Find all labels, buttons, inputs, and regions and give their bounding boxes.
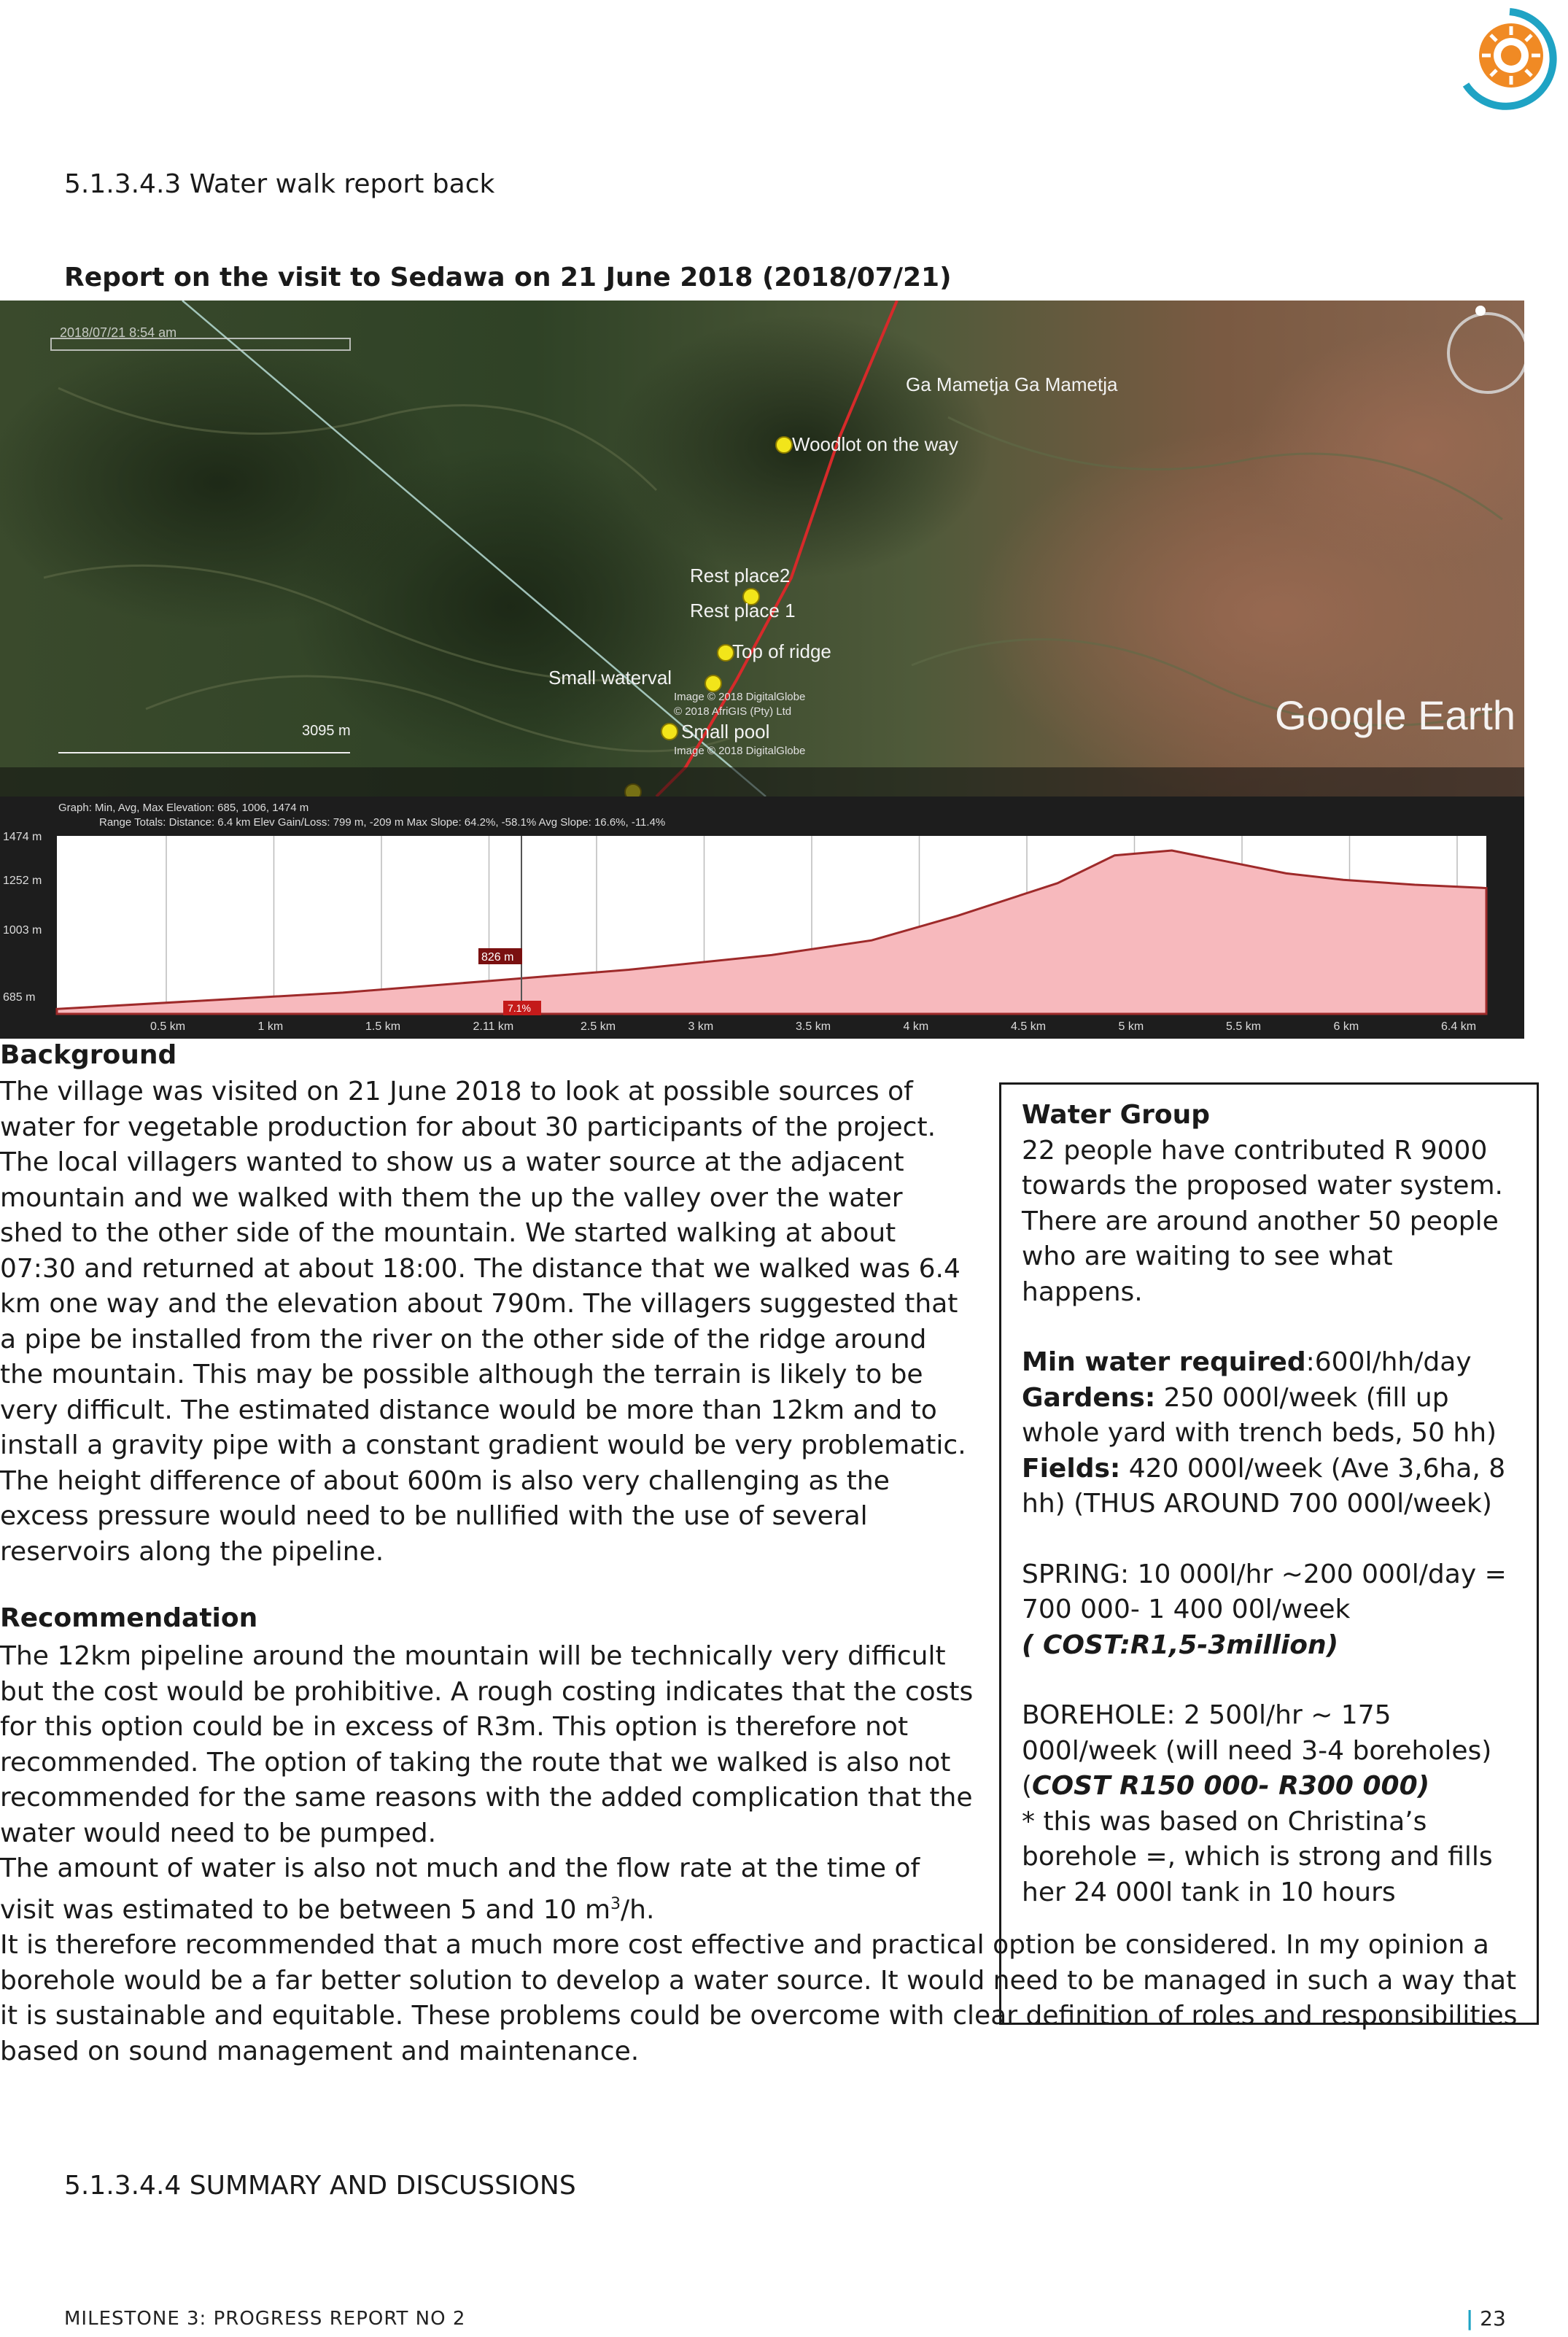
recommendation-p1: The 12km pipeline around the mountain will be technically very difficult but the cost would be prohibitive. A rough costing indicates that the costs for this option could be in excess of R3m. This option is therefore not recommended. The option of taking the route that we walked is also not recommended for the same reasons with the added complication that the water would need to be pumped.	[0, 1641, 974, 1848]
recommendation-p3: It is therefore recommended that a much more cost effective and practical option be considered. In my opinion a borehole would be a far better solution to develop a water source. It would need to be managed in such a way that it is sustainable and equitable. These problems could be overcome with clear definition of roles and responsibilities based on sound management and maintenance.	[0, 1930, 1518, 2066]
profile-stats-2: Range Totals: Distance: 6.4 km Elev Gain/Loss: 799 m, -209 m Max Slope: 64.2%, -58.1% Avg Slope: 16.6%, -11.4%	[99, 816, 666, 829]
label-rest-place-2: Rest place2	[690, 565, 791, 586]
profile-x-tick: 2.11 km	[473, 1020, 514, 1033]
company-logo	[1451, 4, 1561, 114]
profile-y-tick: 1252 m	[3, 875, 42, 887]
section-title: 5.1.3.4.3 Water walk report back	[64, 169, 495, 199]
fields-requirement: Fields: 420 000l/week (Ave 3,6ha, 8 hh) (THUS AROUND 700 000l/week)	[1022, 1453, 1506, 1519]
gardens-requirement: Gardens: 250 000l/week (fill up whole yard with trench beds, 50 hh)	[1022, 1382, 1497, 1448]
google-earth-watermark: Google Earth	[1275, 692, 1515, 738]
cursor-elevation: 826 m	[481, 951, 514, 964]
spring-cost: ( COST:R1,5-3million)	[1022, 1629, 1339, 1660]
profile-x-tick: 5.5 km	[1226, 1020, 1262, 1033]
attribution-2: © 2018 AfriGIS (Pty) Ltd	[674, 705, 792, 718]
label-elevation-3095: 3095 m	[302, 723, 351, 739]
profile-x-tick: 4 km	[903, 1020, 929, 1033]
attribution-3: Image © 2018 DigitalGlobe	[674, 745, 806, 757]
label-woodlot: Woodlot on the way	[792, 433, 958, 455]
page-number: | 23	[1466, 2306, 1506, 2330]
recommendation-p2: The amount of water is also not much and the flow rate at the time of visit was estimated to be between 5 and 10 $m^3/h$.	[0, 1853, 920, 1925]
profile-x-tick: 6 km	[1333, 1020, 1359, 1033]
borehole-option: BOREHOLE: 2 500l/hr ~ 175 000l/week (will need 3-4 boreholes) (COST R150 000- R300 000)	[1022, 1700, 1492, 1801]
min-water-required: Min water required:600l/hh/day	[1022, 1347, 1472, 1377]
label-top-of-ridge: Top of ridge	[732, 640, 831, 662]
profile-x-tick: 1 km	[257, 1020, 284, 1033]
water-group-heading: Water Group	[1022, 1100, 1211, 1130]
profile-stats-1: Graph: Min, Avg, Max Elevation: 685, 1006, 1474 m	[58, 802, 309, 814]
profile-x-tick: 3 km	[688, 1020, 714, 1033]
label-small-waterval: Small waterval	[548, 667, 672, 689]
profile-x-tick: 5 km	[1118, 1020, 1144, 1033]
profile-x-tick: 1.5 km	[365, 1020, 401, 1033]
borehole-note: * this was based on Christina’s borehole =, which is strong and fills her 24 000l tank in 10 hours	[1022, 1806, 1493, 1907]
google-earth-map	[0, 301, 1524, 1039]
water-group-intro: 22 people have contributed R 9000 towards the proposed water system. There are around another 50 people who are waiting to see what happens.	[1022, 1135, 1503, 1307]
profile-x-tick: 4.5 km	[1011, 1020, 1047, 1033]
attribution-1: Image © 2018 DigitalGlobe	[674, 691, 806, 703]
profile-y-tick: 1474 m	[3, 831, 42, 843]
label-small-pool: Small pool	[681, 721, 770, 743]
background-paragraph: The village was visited on 21 June 2018 to look at possible sources of water for vegetable production for about 30 participants of the project. The local villagers wanted to show us a water source at the adjacent mountain and we walked with them the up the valley over the water shed to the other side of the mountain. We started walking at about 07:30 and returned at about 18:00. The distance that we walked was 6.4 km one way and the elevation about 790m. The villagers suggested that a pipe be installed from the river on the other side of the ridge around the mountain. This may be possible although the terrain is likely to be very difficult. The estimated distance would be more than 12km and to install a gravity pipe with a constant gradient would be very problematic. The height difference of about 600m is also very challenging as the excess pressure would need to be nullified with the use of several reservoirs along the pipeline.	[0, 1077, 966, 1567]
profile-y-tick: 1003 m	[3, 924, 42, 937]
next-section-title: 5.1.3.4.4 SUMMARY AND DISCUSSIONS	[64, 2171, 576, 2201]
recommendation-heading: Recommendation	[0, 1603, 258, 1633]
background-heading: Background	[0, 1040, 177, 1070]
svg-text:2018/07/21 8:54 am: 2018/07/21 8:54 am	[60, 325, 177, 340]
label-rest-place-1: Rest place 1	[690, 600, 796, 621]
label-ga-mametja: Ga Mametja Ga Mametja	[906, 373, 1118, 395]
profile-y-tick: 685 m	[3, 991, 36, 1004]
cursor-slope: 7.1%	[508, 1002, 531, 1014]
profile-x-tick: 0.5 km	[150, 1020, 186, 1033]
profile-x-tick: 3.5 km	[796, 1020, 831, 1033]
spring-option: SPRING: 10 000l/hr ~200 000l/day = 700 000- 1 400 00l/week	[1022, 1559, 1507, 1624]
report-title: Report on the visit to Sedawa on 21 June 2018 (2018/07/21)	[64, 263, 952, 292]
profile-x-tick: 2.5 km	[581, 1020, 616, 1033]
profile-x-tick: 6.4 km	[1441, 1020, 1477, 1033]
water-group-box	[999, 1082, 1539, 2025]
footer-title: MILESTONE 3: PROGRESS REPORT NO 2	[64, 2308, 466, 2330]
